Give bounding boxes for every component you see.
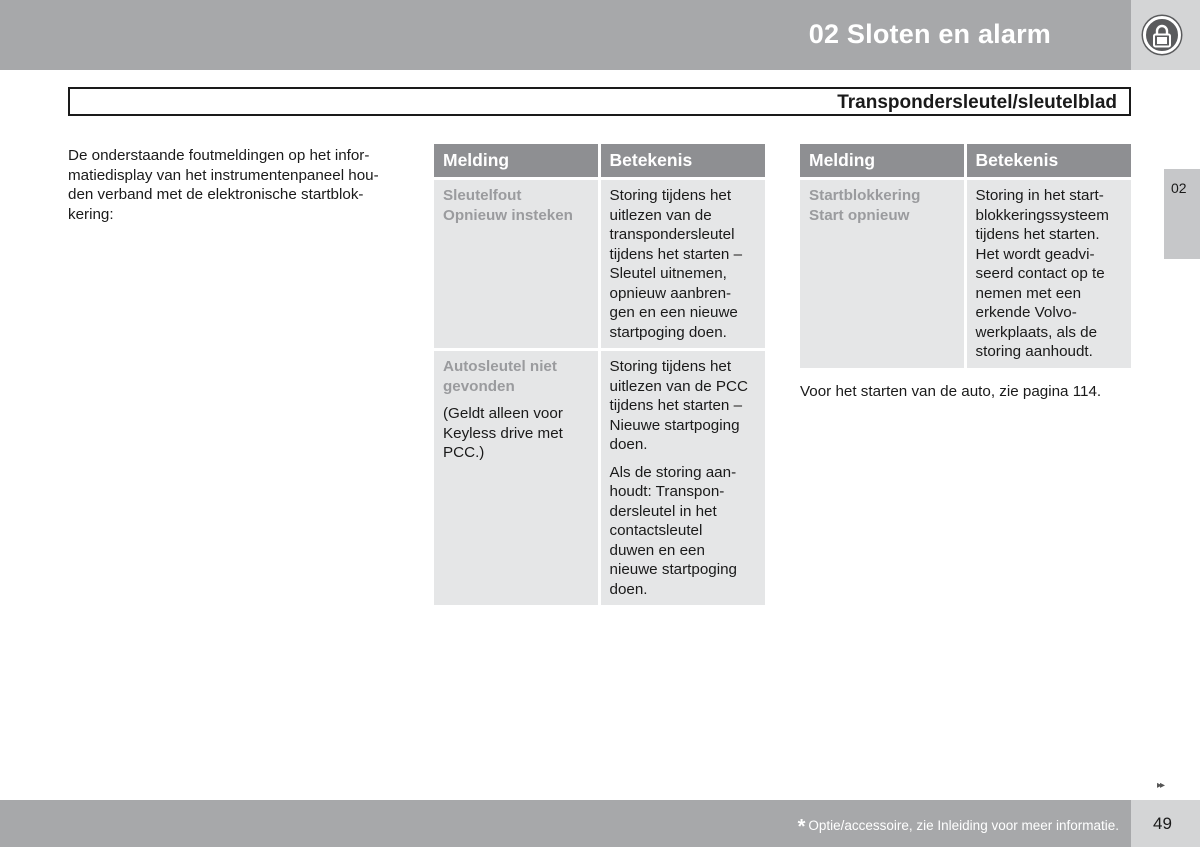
page-number-box bbox=[1131, 800, 1200, 847]
message-code-line: Startblokkering bbox=[809, 187, 921, 204]
column-header-betekenis: Betekenis bbox=[599, 144, 765, 179]
chapter-side-tab bbox=[1164, 169, 1200, 259]
meaning-line: doen. bbox=[609, 580, 648, 598]
intro-line: matiedisplay van het instrumentenpaneel hou- bbox=[68, 166, 379, 184]
continue-arrows-icon: ▸▸ bbox=[1157, 780, 1164, 791]
intro-paragraph bbox=[68, 146, 408, 224]
column-header-melding: Melding bbox=[434, 144, 599, 179]
section-title-box bbox=[68, 87, 1131, 116]
meaning-line: gen en een nieuwe bbox=[609, 304, 738, 321]
meaning-line: Storing in het start- bbox=[975, 187, 1104, 204]
meaning-line: nemen met een bbox=[975, 284, 1082, 302]
header-icon-box bbox=[1131, 0, 1200, 70]
meaning-line: uitlezen van de PCC bbox=[609, 377, 748, 395]
message-code-line: Opnieuw insteken bbox=[443, 206, 573, 224]
intro-line: den verband met de elektronische startblok- bbox=[68, 186, 364, 203]
betekenis-cell bbox=[599, 350, 765, 606]
meaning-line: houdt: Transpon- bbox=[609, 483, 725, 500]
betekenis-cell bbox=[965, 179, 1131, 368]
meaning-paragraph bbox=[610, 463, 757, 600]
melding-cell bbox=[800, 179, 965, 368]
meaning-line: Als de storing aan- bbox=[609, 463, 737, 481]
meaning-line: Sleutel uitnemen, bbox=[609, 265, 727, 282]
message-table-2 bbox=[800, 144, 1131, 368]
table-row bbox=[800, 179, 1131, 368]
message-code-line: Autosleutel niet bbox=[443, 358, 557, 375]
page-number: 49 bbox=[1153, 814, 1172, 833]
meaning-line: nieuwe startpoging bbox=[609, 561, 737, 578]
meaning-line: Storing tijdens het bbox=[609, 187, 732, 204]
meaning-line: Het wordt geadvi- bbox=[975, 245, 1095, 263]
intro-line: De onderstaande foutmeldingen op het infor- bbox=[68, 147, 370, 164]
note-line: (Geldt alleen voor bbox=[443, 405, 563, 422]
melding-cell bbox=[434, 179, 599, 350]
meaning-line: erkende Volvo- bbox=[975, 304, 1077, 321]
message-code-line: gevonden bbox=[443, 377, 515, 395]
section-title: Transpondersleutel/sleutelblad bbox=[837, 92, 1117, 113]
message-table-1 bbox=[434, 144, 765, 605]
lock-icon bbox=[1143, 16, 1181, 54]
melding-cell bbox=[434, 350, 599, 606]
asterisk-marker: * bbox=[797, 816, 806, 838]
chapter-title: 02 Sloten en alarm bbox=[808, 19, 1051, 49]
meaning-line: duwen en een bbox=[609, 541, 705, 559]
note-line: PCC.) bbox=[443, 444, 485, 461]
column-header-betekenis: Betekenis bbox=[965, 144, 1131, 179]
header-band bbox=[0, 0, 1131, 70]
meaning-line: blokkeringssysteem bbox=[975, 206, 1109, 224]
meaning-line: seerd contact op te bbox=[975, 265, 1105, 282]
meaning-line: transpondersleutel bbox=[609, 226, 735, 243]
message-code-line: Sleutelfout bbox=[443, 187, 522, 204]
intro-line: kering: bbox=[68, 205, 114, 223]
meaning-line: werkplaats, als de bbox=[975, 323, 1098, 341]
column-header-melding: Melding bbox=[800, 144, 965, 179]
meaning-line: Nieuwe startpoging bbox=[609, 416, 740, 434]
chapter-side-tab-label: 02 bbox=[1171, 180, 1187, 196]
meaning-line: Storing tijdens het bbox=[609, 358, 732, 375]
meaning-line: tijdens het starten – bbox=[609, 397, 743, 414]
betekenis-cell bbox=[599, 179, 765, 350]
message-note bbox=[443, 404, 589, 463]
note-line: Keyless drive met bbox=[443, 424, 563, 442]
meaning-line: startpoging doen. bbox=[609, 323, 727, 341]
message-code-line: Start opnieuw bbox=[809, 206, 910, 224]
meaning-line: storing aanhoudt. bbox=[975, 343, 1093, 360]
meaning-line: opnieuw aanbren- bbox=[609, 284, 732, 302]
meaning-line: doen. bbox=[609, 436, 648, 453]
page-reference-text: Voor het starten van de auto, zie pagina 114. bbox=[800, 383, 1102, 400]
meaning-paragraph bbox=[610, 357, 757, 455]
footer-note-text: Optie/accessoire, zie Inleiding voor meer informatie. bbox=[808, 818, 1119, 833]
meaning-line: tijdens het starten. bbox=[975, 226, 1100, 243]
table-row bbox=[434, 350, 765, 606]
footer-band bbox=[0, 800, 1131, 847]
meaning-line: tijdens het starten – bbox=[609, 245, 743, 263]
footer-note bbox=[798, 816, 1119, 839]
table-row bbox=[434, 179, 765, 350]
meaning-line: uitlezen van de bbox=[609, 206, 712, 224]
meaning-line: contactsleutel bbox=[609, 522, 703, 539]
meaning-line: dersleutel in het bbox=[609, 502, 717, 520]
